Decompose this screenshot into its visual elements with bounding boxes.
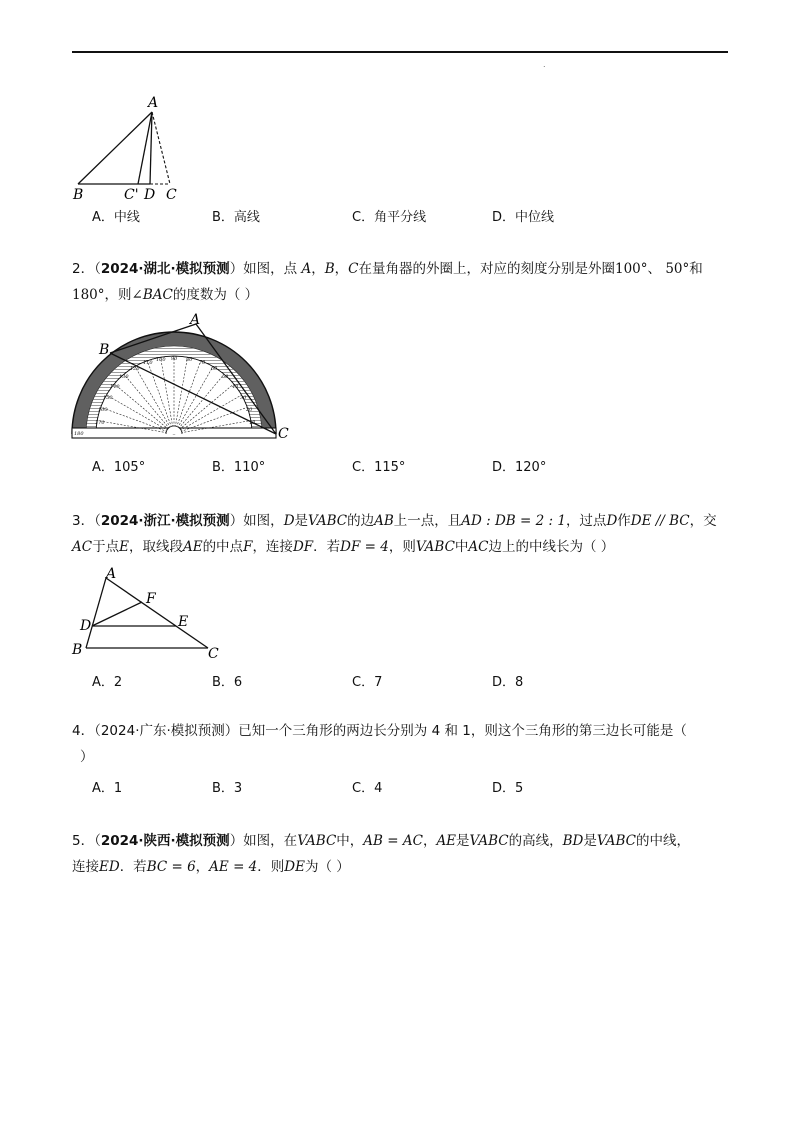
q3-option-d: D．8 [492, 675, 524, 690]
q2-option-b: B．110° [212, 460, 266, 475]
q3-var-ae: AE [182, 539, 203, 555]
q3-parallel: DE // BC [630, 513, 690, 529]
q3-text-15: 边上的中线长为（ ） [488, 539, 615, 555]
q2-scale-160: 160 [98, 407, 108, 413]
q2-comma-2: ， [334, 261, 349, 277]
q2-comma-1: ， [311, 261, 325, 277]
q2-stem-line2 [72, 284, 258, 306]
q3-stem-line1 [72, 510, 717, 532]
q5-text-10: ， [195, 859, 210, 875]
q3-stem-line2 [72, 536, 614, 558]
q3-option-c: C．7 [352, 675, 383, 690]
q3-label-e: E [178, 614, 189, 630]
q3-text-11: ，连接 [252, 539, 293, 555]
q3-text-12: ．若 [313, 539, 341, 555]
q2-scale-150: 150 [103, 395, 113, 401]
q5-text-4: 是 [456, 833, 470, 849]
q5-text-5: 的高线， [508, 833, 563, 849]
q3-text-8: 于点 [92, 539, 120, 555]
q2-stem-line1 [72, 258, 703, 280]
q2-var-b: B [324, 261, 335, 277]
q2-option-c: C．115° [352, 460, 406, 475]
q2-scale-20: 20 [246, 407, 253, 413]
q3-text-13: ，则 [388, 539, 416, 555]
q2-scale-100: 100 [156, 357, 166, 363]
q2-scale-30: 30 [240, 395, 247, 401]
q3-text-2: 是 [294, 513, 309, 529]
q2-option-d: D．120° [492, 460, 547, 475]
q3-label-c: C [208, 646, 219, 662]
q2-scale-60: 60 [211, 366, 218, 372]
q3-label-d: D [80, 618, 92, 634]
header-rule [72, 51, 728, 53]
q3-text-5: ，过点 [565, 513, 607, 529]
q4-option-b: B．3 [212, 781, 243, 796]
q2-text-3: 和 [689, 261, 703, 277]
q5-eq-ab-ac: AB = AC [363, 833, 423, 849]
q5-number: 5．（ [72, 833, 101, 849]
q2-scale-10: 10 [249, 420, 256, 426]
q3-var-ac: AC [72, 539, 93, 555]
q3-text-3: 的边 [347, 513, 375, 529]
q2-protractor-figure [62, 312, 302, 448]
q1-option-d: D．中位线 [492, 210, 555, 225]
q3-var-ab: AB [374, 513, 394, 529]
q2-scale-110: 110 [143, 360, 153, 366]
q4-option-a: A．1 [92, 781, 123, 796]
q2-label-c: C [278, 426, 289, 442]
q3-var-d2: D [606, 513, 618, 529]
q5-text-1: ）如图，在 [229, 833, 298, 849]
q2-source: 2024·湖北·模拟预测 [100, 261, 230, 277]
q3-number: 3．（ [72, 513, 101, 529]
q2-text-1: ）如图，点 [229, 261, 298, 277]
q3-text-7: ，交 [689, 513, 717, 529]
q1-label-c: C [166, 187, 177, 202]
q1-label-b: B [73, 187, 84, 202]
q1-segment-ac-dashed [152, 112, 170, 184]
q3-text-14: 中 [454, 539, 469, 555]
q4-stem-line1: 4．（2024·广东·模拟预测）已知一个三角形的两边长分别为 4 和 1，则这个三角形的第三边长可能是（ [72, 723, 687, 739]
q3-label-b: B [72, 642, 83, 658]
q2-scale-40: 40 [232, 384, 239, 390]
q1-option-a: A．中线 [92, 210, 140, 225]
q2-scale-70: 70 [199, 360, 206, 366]
q2-option-a: A．105° [92, 460, 146, 475]
q3-var-df: DF [292, 539, 314, 555]
q3-text-6: 作 [617, 513, 631, 529]
q5-source: 2024·陕西·模拟预测 [100, 833, 230, 849]
q3-option-b: B．6 [212, 675, 243, 690]
q5-text-3: ， [422, 833, 437, 849]
q5-eq-ae: AE = 4 [209, 859, 258, 875]
q2-scale-80: 80 [186, 357, 193, 363]
q5-var-bd: BD [562, 833, 584, 849]
q5-var-ae: AE [436, 833, 457, 849]
q3-triangle: VABC [308, 513, 348, 529]
q3-var-e: E [119, 539, 129, 555]
q5-text-8: 连接 [72, 859, 99, 875]
q4-option-c: C．4 [352, 781, 383, 796]
q1-label-d: D [144, 187, 156, 202]
q3-side-ac [106, 578, 208, 648]
q2-deg-100: 100° [615, 261, 648, 277]
q5-stem-line1 [72, 830, 690, 852]
q3-label-f: F [146, 591, 156, 607]
q2-deg-50: 50° [665, 261, 690, 277]
q2-text-2: 在量角器的外圈上，对应的刻度分别是外圈 [358, 261, 615, 277]
q3-source: 2024·浙江·模拟预测 [100, 513, 230, 529]
q3-ratio: AD : DB = 2 : 1 [461, 513, 566, 529]
q5-stem-line2 [72, 856, 350, 878]
q2-var-a: A [301, 261, 312, 277]
q5-triangle-2: VABC [469, 833, 509, 849]
q2-scale-140: 140 [110, 384, 120, 390]
q3-text-1: ）如图， [229, 513, 284, 529]
q3-figure [62, 564, 232, 664]
q3-text-4: 上一点，且 [393, 513, 462, 529]
q2-var-c: C [348, 261, 359, 277]
q3-label-a: A [106, 566, 117, 582]
q1-option-b: B．高线 [212, 210, 260, 225]
q2-scale-180: 180 [74, 431, 84, 437]
q5-eq-bc: BC = 6 [146, 859, 196, 875]
q2-label-a: A [190, 312, 201, 328]
q4-option-d: D．5 [492, 781, 524, 796]
q1-label-c-prime: C' [124, 187, 139, 202]
q1-figure [60, 92, 190, 202]
q5-text-12: 为（ ） [304, 859, 350, 875]
q1-option-c: C．角平分线 [352, 210, 427, 225]
q2-scale-50: 50 [222, 374, 229, 380]
q3-var-f: F [243, 539, 253, 555]
q2-angle: ∠BAC [131, 287, 173, 303]
q3-var-d: D [283, 513, 295, 529]
q3-condition: DF = 4 [340, 539, 389, 555]
header-dot: . [543, 60, 546, 69]
q5-var-de: DE [284, 859, 305, 875]
q5-text-9: ．若 [119, 859, 147, 875]
q2-scale-130: 130 [119, 374, 129, 380]
q5-text-2: 中， [336, 833, 364, 849]
q1-label-a: A [148, 95, 159, 111]
q3-option-a: A．2 [92, 675, 123, 690]
q5-text-6: 是 [583, 833, 597, 849]
q2-text-4: ，则 [104, 287, 132, 303]
q2-sep: 、 [647, 261, 662, 277]
q3-text-9: ，取线段 [128, 539, 183, 555]
q1-side-ab [78, 112, 152, 184]
q2-scale-90: 90 [171, 356, 178, 362]
q2-scale-170: 170 [95, 420, 105, 426]
q2-scale-120: 120 [130, 366, 140, 372]
q3-triangle-2: VABC [415, 539, 455, 555]
q3-var-ac2: AC [468, 539, 489, 555]
q5-text-7: 的中线， [635, 833, 690, 849]
q2-number: 2．（ [72, 261, 101, 277]
q2-label-b: B [99, 342, 110, 358]
q2-text-5: 的度数为（ ） [172, 287, 259, 303]
q2-deg-180: 180° [72, 287, 105, 303]
q4-stem-line2: ） [80, 749, 94, 765]
q5-triangle: VABC [297, 833, 337, 849]
q5-text-11: ．则 [257, 859, 285, 875]
q3-text-10: 的中点 [202, 539, 244, 555]
q5-var-ed: ED [99, 859, 120, 875]
q5-triangle-3: VABC [596, 833, 636, 849]
q3-side-ab [86, 578, 106, 648]
q3-segment-df [92, 602, 142, 626]
